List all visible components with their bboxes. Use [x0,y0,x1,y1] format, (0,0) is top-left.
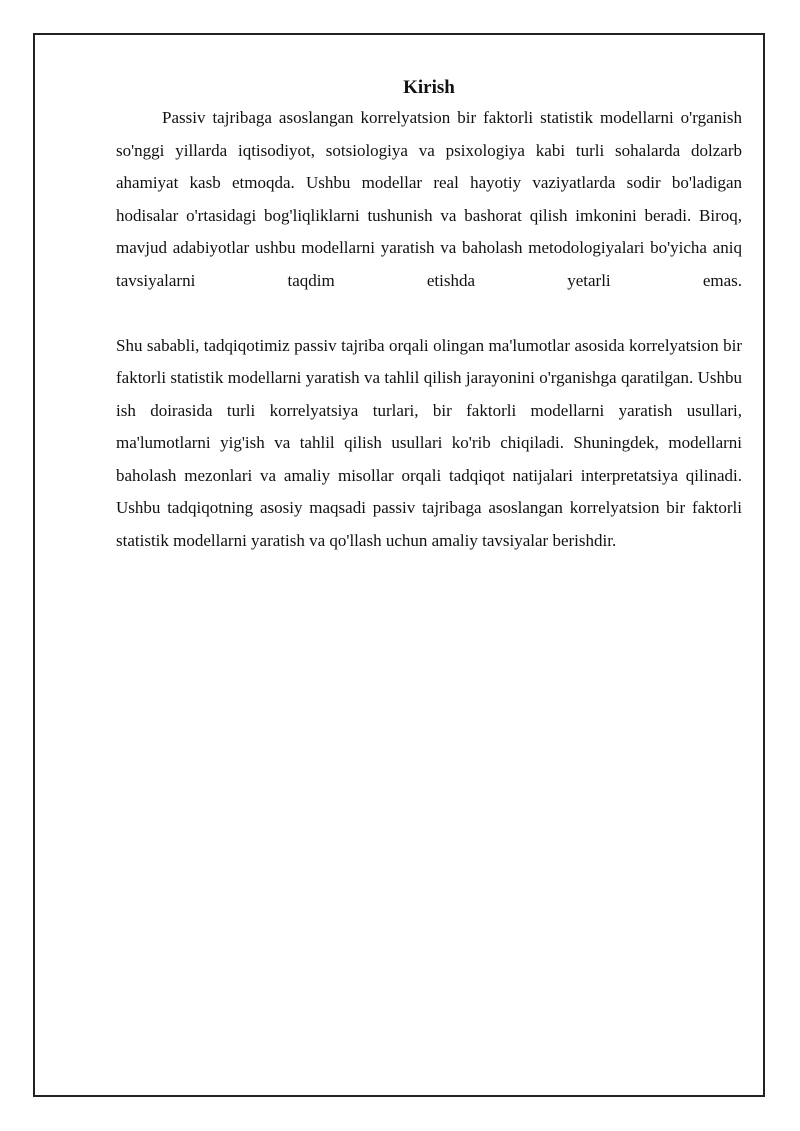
document-body [116,74,742,557]
document-title: Kirish [403,77,455,98]
paragraph-purpose: Shu sababli, tadqiqotimiz passiv tajriba orqali olingan ma'lumotlar asosida korrelyatsion bir faktorli statistik modellarni yaratish va tahlil qilish jarayonini o'rganishga qaratilgan. Ushbu ish doirasida turli korrelyatsiya turlari, bir faktorli modellarni yaratish usullari, ma'lumotlarni yig'ish va tahlil qilish usullari ko'rib chiqiladi. Shuningdek, modellarni baholash mezonlari va amaliy misollar orqali tadqiqot natijalari interpretatsiya qilinadi. Ushbu tadqiqotning asosiy maqsadi passiv tajribaga asoslangan korrelyatsion bir faktorli statistik modellarni yaratish va qo'llash uchun amaliy tavsiyalar berishdir. [116,335,742,550]
paragraph-intro: Passiv tajribaga asoslangan korrelyatsion bir faktorli statistik modellarni o'rganish so'nggi yillarda iqtisodiyot, sotsiologiya va psixologiya kabi turli sohalarda dolzarb ahamiyat kasb etmoqda. Ushbu modellar real hayotiy vaziyatlarda sodir bo'ladigan hodisalar o'rtasidagi bog'liqliklarni tushunish va bashorat qilish imkonini beradi. Biroq, mavjud adabiyotlar ushbu modellarni yaratish va baholash metodologiyalari bo'yicha aniq tavsiyalarni taqdim etishda yetarli emas. [116,108,742,290]
paragraph-spacer [116,297,742,330]
